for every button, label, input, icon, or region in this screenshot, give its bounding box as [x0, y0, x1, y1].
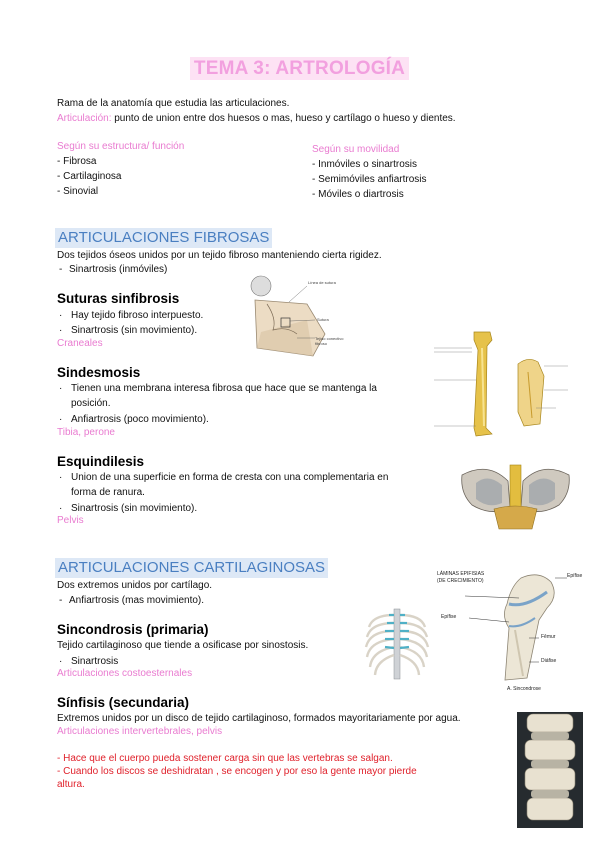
mobility-item: - Móviles o diartrosis — [312, 189, 404, 200]
sincondrosis-description: Tejido cartilaginoso que tiende a osificase por sinostosis. — [57, 640, 309, 651]
femur-epiphysis-image — [435, 568, 583, 696]
sinfisis-note: - Cuando los discos se deshidratan , se encogen y por eso la gente mayor pierde — [57, 766, 417, 777]
page-title: TEMA 3: ARTROLOGÍA — [0, 58, 599, 80]
label-sutura: Sutura — [317, 317, 329, 322]
fibrosas-sub: - Sinartrosis (inmóviles) — [69, 263, 167, 276]
structure-item-label: Fibrosa — [63, 156, 97, 167]
section-heading-fibrosas: ARTICULACIONES FIBROSAS — [55, 228, 272, 248]
esquindilesis-bullet-cont: forma de ranura. — [71, 487, 145, 498]
sinfisis-note-cont: altura. — [57, 779, 85, 790]
label-tejido: Tejido conectivo fibroso — [315, 336, 344, 346]
esquindilesis-bullet: · Sinartrosis (sin movimiento). — [71, 502, 197, 515]
mobility-item-label: Inmóviles o sinartrosis — [318, 159, 418, 170]
suturas-title: Suturas sinfibrosis — [57, 291, 180, 306]
tibia-fibula-image — [432, 328, 570, 438]
sinfisis-description: Extremos unidos por un disco de tejido cartilaginoso, formados mayoritariamente por agua. — [57, 713, 461, 724]
label-epifise-right: Epífise — [567, 573, 583, 579]
sindesmosis-title: Sindesmosis — [57, 365, 141, 380]
sindesmosis-bullet: · Tienen una membrana interesa fibrosa que hace que se mantenga la — [71, 382, 377, 395]
label-diafise: Diáfise — [541, 658, 557, 664]
pelvis-image — [458, 463, 573, 535]
esquindilesis-example: Pelvis — [57, 515, 84, 526]
label-laminas: LÁMINAS EPIFISIAS — [437, 571, 485, 577]
articulacion-label: Articulación: — [57, 113, 112, 124]
structure-item-label: Cartilaginosa — [63, 171, 122, 182]
sindesmosis-bullet: · Anfiartrosis (poco movimiento). — [71, 413, 209, 426]
intro-line: Rama de la anatomía que estudia las articulaciones. — [57, 98, 290, 109]
structure-item-label: Sinovial — [63, 186, 99, 197]
mobility-item-label: Semimóviles anfiartrosis — [318, 174, 427, 185]
articulacion-text: punto de union entre dos huesos o mas, hueso y cartílago o hueso y dientes. — [111, 113, 456, 124]
suturas-bullet: · Hay tejido fibroso interpuesto. — [71, 309, 203, 322]
suturas-bullet: · Sinartrosis (sin movimiento). — [71, 324, 197, 337]
label-femur: Fêmur — [541, 634, 556, 640]
label-epifise-left: Epífise — [441, 614, 457, 620]
figure-caption: A. Sincondrose — [507, 686, 541, 692]
mobility-item-label: Móviles o diartrosis — [318, 189, 404, 200]
sinfisis-example: Articulaciones intervertebrales, pelvis — [57, 726, 223, 737]
section-heading-cartilaginosas: ARTICULACIONES CARTILAGINOSAS — [55, 558, 328, 578]
esquindilesis-title: Esquindilesis — [57, 454, 145, 469]
suturas-example: Craneales — [57, 338, 103, 349]
ribcage-image — [363, 607, 431, 687]
sinfisis-note: - Hace que el cuerpo pueda sostener carga sin que las vertebras se salgan. — [57, 753, 393, 764]
suture-diagram-image — [247, 274, 347, 364]
spine-image — [517, 712, 583, 828]
structure-item: - Cartilaginosa — [57, 171, 122, 182]
mobility-heading: Según su movilidad — [312, 144, 400, 155]
esquindilesis-bullet: · Union de una superficie en forma de cresta con una complementaria en — [71, 471, 388, 484]
sincondrosis-bullet: · Sinartrosis — [71, 655, 118, 668]
label-laminas-sub: (DE CRECIMIENTO) — [437, 578, 484, 584]
cartilaginosas-sub: - Anfiartrosis (mas movimiento). — [69, 594, 204, 607]
cartilaginosas-description: Dos extremos unidos por cartílago. — [57, 580, 213, 591]
sincondrosis-title: Sincondrosis (primaria) — [57, 622, 209, 637]
structure-item: - Sinovial — [57, 186, 99, 197]
sindesmosis-example: Tibia, perone — [57, 427, 115, 438]
fibrosas-description: Dos tejidos óseos unidos por un tejido fibroso manteniendo cierta rigidez. — [57, 250, 382, 261]
label-sutura-line: Línea de sutura — [308, 280, 336, 285]
structure-heading: Según su estructura/ función — [57, 141, 185, 152]
mobility-item: - Semimóviles anfiartrosis — [312, 174, 427, 185]
sindesmosis-bullet-cont: posición. — [71, 398, 111, 409]
structure-item: - Fibrosa — [57, 156, 97, 167]
sinfisis-title: Sínfisis (secundaria) — [57, 695, 190, 710]
sincondrosis-example: Articulaciones costoesternales — [57, 668, 193, 679]
articulacion-definition — [57, 112, 456, 125]
mobility-item: - Inmóviles o sinartrosis — [312, 159, 418, 170]
